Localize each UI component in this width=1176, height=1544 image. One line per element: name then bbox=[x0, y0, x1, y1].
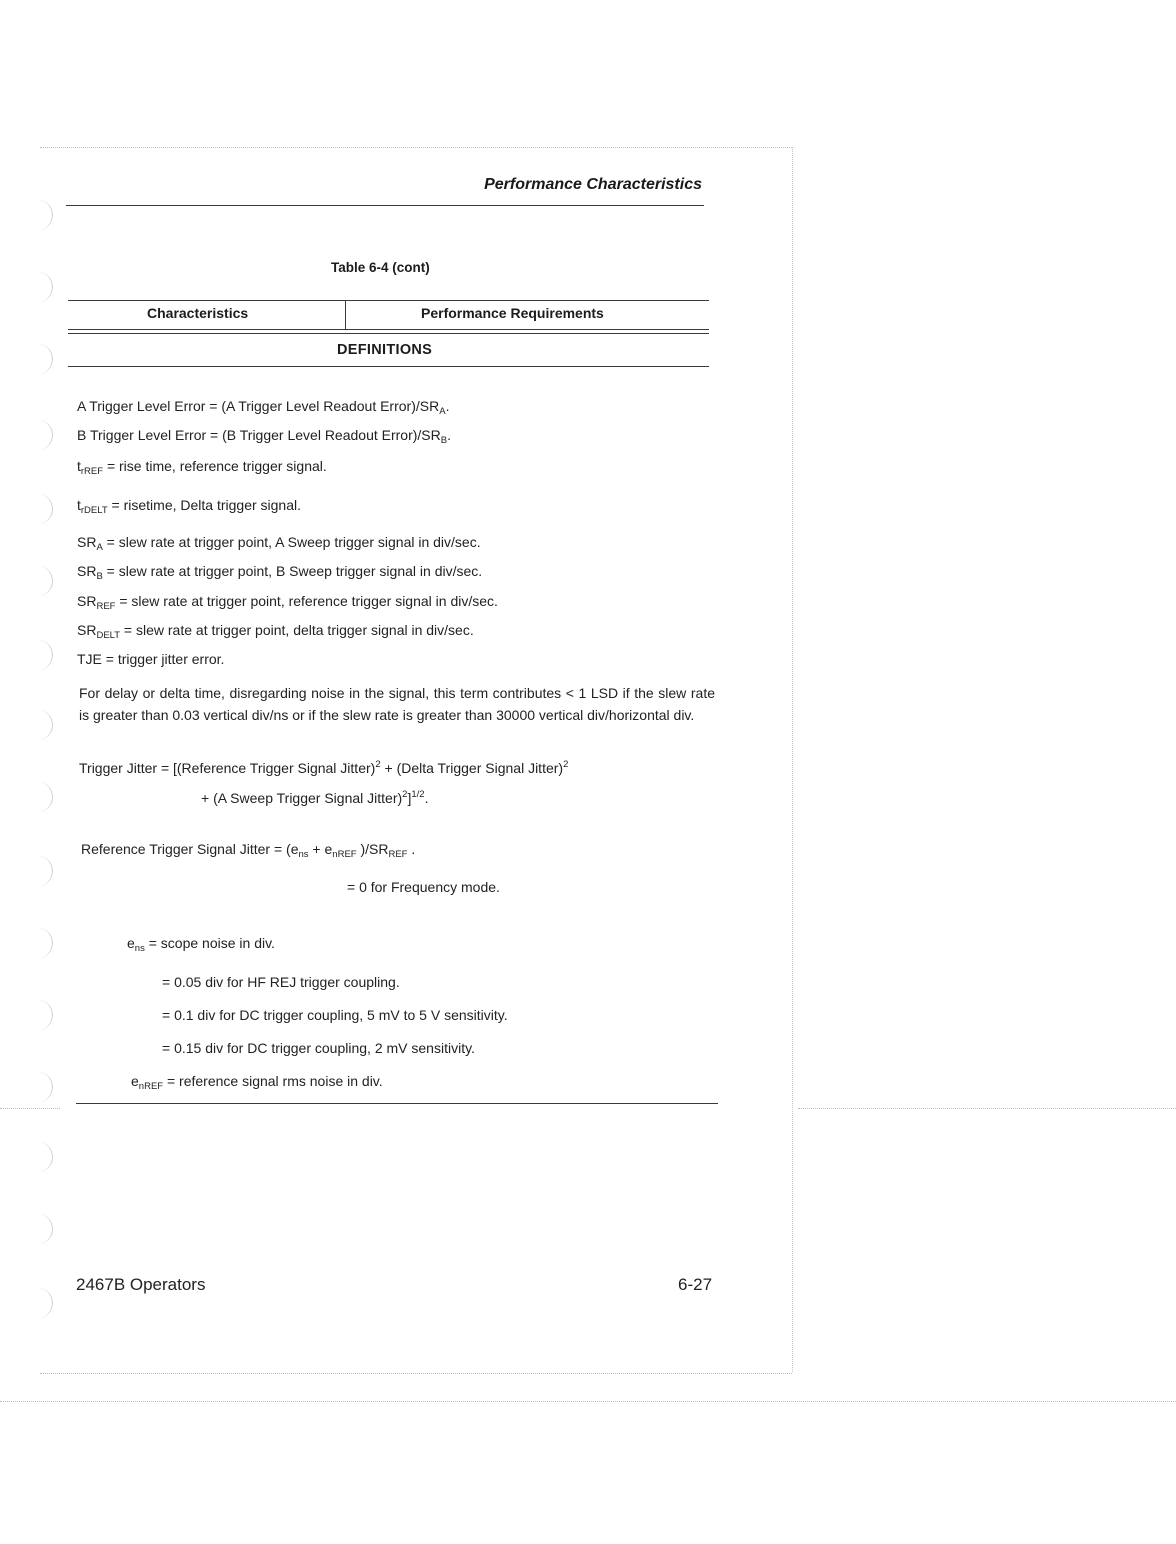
def-e-ns: $e_{ns}$ = scope noise in div. bbox=[127, 935, 275, 954]
def-sr-delt: $SR_{DELT}$ = slew rate at trigger point, delta trigger signal in div/sec. bbox=[77, 622, 474, 641]
binder-hole bbox=[36, 782, 53, 812]
def-e-ns-value-dc-2mv: = 0.15 div for DC trigger coupling, 2 mV sensitivity. bbox=[162, 1040, 475, 1056]
footer-page-number: 6-27 bbox=[678, 1275, 713, 1294]
binder-hole bbox=[36, 1214, 53, 1244]
scan-border-left-mid bbox=[0, 1108, 60, 1109]
def-tje: TJE = trigger jitter error. bbox=[77, 651, 225, 667]
def-sr-b: $SR_B$ = slew rate at trigger point, B Sweep trigger signal in div/sec. bbox=[77, 563, 483, 582]
definitions-heading: DEFINITIONS bbox=[337, 342, 433, 358]
binder-hole bbox=[36, 710, 53, 740]
table-top-rule bbox=[68, 300, 709, 301]
scan-border-right-mid bbox=[798, 1108, 1176, 1109]
binder-hole bbox=[36, 928, 53, 958]
binder-hole bbox=[36, 272, 53, 302]
header-rule bbox=[66, 205, 704, 206]
column-header-characteristics: Characteristics bbox=[147, 305, 249, 321]
def-e-nref: $e_{nREF}$ = reference signal rms noise in div. bbox=[131, 1073, 383, 1092]
binder-hole bbox=[36, 856, 53, 886]
def-e-ns-value-hfrej: = 0.05 div for HF REJ trigger coupling. bbox=[162, 974, 400, 990]
column-divider bbox=[345, 300, 346, 329]
footer-manual-name: 2467B Operators bbox=[76, 1275, 206, 1294]
binder-hole bbox=[36, 640, 53, 670]
def-e-ns-value-dc-5mv: = 0.1 div for DC trigger coupling, 5 mV to 5 V sensitivity. bbox=[162, 1007, 508, 1023]
eq-trigger-jitter-line1: Trigger Jitter = [(Reference Trigger Signal Jitter)$^2$ + (Delta Trigger Signal Jitter)$^2$ bbox=[79, 759, 569, 776]
scan-border-bottom-outer bbox=[0, 1401, 1176, 1402]
def-b-trigger-level-error: B Trigger Level Error = (B Trigger Level Readout $Error)/SR_B$. bbox=[77, 427, 451, 446]
eq-reference-jitter-line2: = 0 for Frequency mode. bbox=[347, 879, 500, 895]
binder-hole bbox=[36, 1000, 53, 1030]
binder-hole bbox=[36, 566, 53, 596]
table-title: Table 6-4 (cont) bbox=[331, 260, 430, 275]
table-bottom-rule bbox=[76, 1103, 718, 1104]
def-a-trigger-level-error: A Trigger Level Error = (A Trigger Level Readout $Error)/SR_A$. bbox=[77, 398, 450, 417]
scan-border-top bbox=[40, 147, 792, 148]
section-title: Performance Characteristics bbox=[484, 176, 702, 193]
binder-hole bbox=[36, 494, 53, 524]
def-t-rref: $t_{rREF}$ = rise time, reference trigger signal. bbox=[77, 458, 327, 477]
def-sr-a: $SR_A$ = slew rate at trigger point, A Sweep trigger signal in div/sec. bbox=[77, 534, 481, 553]
def-sr-ref: $SR_{REF}$ = slew rate at trigger point, reference trigger signal in div/sec. bbox=[77, 593, 498, 612]
table-header-rule-double bbox=[68, 333, 709, 334]
eq-trigger-jitter-line2: + (A Sweep Trigger Signal Jitter)$^2$]$^{1/2}$. bbox=[201, 789, 429, 806]
column-header-requirements: Performance Requirements bbox=[421, 305, 604, 321]
def-paragraph-lsd: For delay or delta time, disregarding noise in the signal, this term contributes < 1 LSD if the slew rate is greater than 0.03 vertical div/ns or if the slew rate is greater than 30000 vertical div/horizontal div. bbox=[79, 685, 715, 723]
binder-hole bbox=[36, 1072, 53, 1102]
definitions-rule bbox=[68, 366, 709, 367]
binder-hole bbox=[36, 420, 53, 450]
table-header-rule bbox=[68, 329, 709, 330]
eq-reference-jitter-line1: Reference Trigger Signal Jitter = ($e_{ns} + e_{nREF}$ )$/SR_{REF}$ . bbox=[81, 841, 416, 860]
binder-hole bbox=[36, 1288, 53, 1318]
binder-hole bbox=[36, 200, 53, 230]
scan-border-bottom bbox=[40, 1373, 792, 1374]
scan-border-right bbox=[792, 147, 793, 1372]
binder-hole bbox=[36, 344, 53, 374]
binder-hole bbox=[36, 1142, 53, 1172]
def-t-rdelt: $t_{rDELT}$ = risetime, Delta trigger signal. bbox=[77, 497, 301, 516]
